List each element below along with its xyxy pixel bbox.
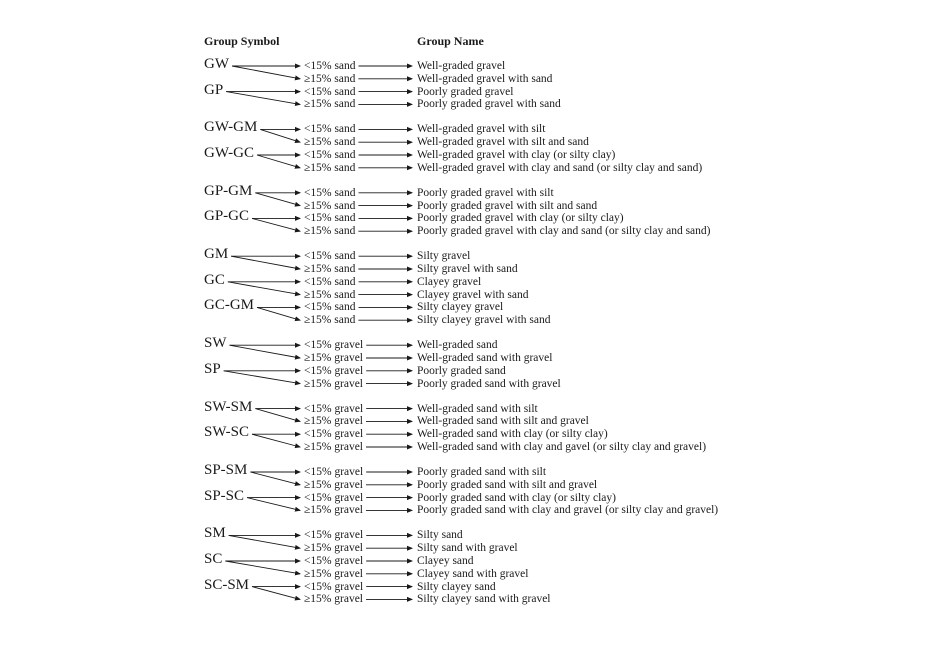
group-symbol: GC [204,271,225,288]
group-symbol: SC-SM [204,576,250,593]
condition-label: ≥15% sand [304,225,356,238]
group-name: Well-graded gravel with silt [417,123,546,136]
group-symbol: SM [204,525,226,542]
group-symbol: GP-GM [204,182,253,199]
condition-label: ≥15% gravel [304,504,363,517]
group-name: Well-graded gravel with clay (or silty clay) [417,149,616,161]
condition-label: <15% gravel [304,402,364,415]
symbol-to-condition-arrow [230,345,301,358]
group-name: Poorly graded sand with gravel [417,377,561,390]
group-symbol: GW-GC [204,145,254,161]
condition-label: <15% sand [304,123,356,136]
symbol-to-condition-arrow [257,155,300,168]
group-name: Clayey sand with gravel [417,567,529,580]
group-name: Well-graded sand [417,339,498,352]
condition-label: ≥15% gravel [304,415,363,428]
group-name: Poorly graded sand with clay and gravel (or silty clay and gravel) [417,504,719,517]
group-symbol: SP-SC [204,487,245,504]
condition-label: <15% sand [304,275,356,288]
symbol-to-condition-arrow [225,561,300,574]
symbol-to-condition-arrow [228,282,300,295]
group-name: Clayey sand [417,555,474,567]
group-symbol: GW-GM [204,119,258,136]
symbol-to-condition-arrow [260,129,300,142]
condition-label: <15% gravel [304,555,364,567]
condition-label: ≥15% sand [304,161,356,174]
condition-label: <15% sand [304,149,356,161]
condition-label: ≥15% sand [304,263,356,275]
symbol-to-condition-arrow [252,587,300,600]
condition-label: ≥15% sand [304,199,356,212]
condition-label: ≥15% gravel [304,478,363,491]
group-name: Well-graded sand with clay (or silty clay) [417,428,608,441]
condition-label: ≥15% gravel [304,567,363,580]
group-name: Well-graded sand with silt [417,402,538,415]
condition-label: ≥15% sand [304,314,356,327]
group-name: Poorly graded sand with silt and gravel [417,478,598,491]
symbol-to-condition-arrow [231,256,300,269]
condition-label: <15% gravel [304,491,364,504]
group-symbol: GP [204,81,224,98]
group-symbol: GC-GM [204,297,255,314]
group-symbol-header: Group Symbol [204,34,280,48]
symbol-to-condition-arrow [250,472,300,485]
condition-label: ≥15% gravel [304,441,363,453]
group-name: Well-graded gravel [417,60,506,72]
group-symbol: GP-GC [204,208,250,225]
condition-label: <15% sand [304,301,356,314]
group-name: Silty clayey sand with gravel [417,593,551,606]
group-name: Silty sand with gravel [417,542,518,555]
condition-label: <15% gravel [304,529,364,542]
group-name: Silty gravel with sand [417,263,518,275]
group-name: Poorly graded gravel with silt [417,186,554,199]
symbol-to-condition-arrow [232,66,300,79]
group-symbol: SW [204,335,227,352]
condition-label: <15% gravel [304,364,364,377]
symbol-to-condition-arrow [255,193,300,206]
group-name: Well-graded sand with silt and gravel [417,415,589,428]
group-symbol: SP [204,360,221,377]
group-name: Poorly graded gravel with clay (or silty clay) [417,212,624,225]
condition-label: <15% gravel [304,580,364,593]
group-name: Silty gravel [417,250,471,263]
group-name: Well-graded sand with clay and gavel (or silty clay and gravel) [417,441,707,453]
symbol-to-condition-arrow [252,434,300,447]
symbol-to-condition-arrow [229,535,300,548]
group-name: Poorly graded gravel [417,85,514,98]
group-name: Well-graded gravel with clay and sand (or silty clay and sand) [417,161,703,174]
condition-label: <15% sand [304,212,356,225]
group-symbol: SC [204,551,223,567]
group-name: Well-graded gravel with silt and sand [417,136,589,149]
group-symbol: SP-SM [204,462,248,478]
group-name: Poorly graded sand [417,364,506,377]
symbol-to-condition-arrow [255,409,300,422]
group-symbol: GM [204,246,229,263]
group-name: Silty clayey gravel [417,301,504,314]
group-name: Poorly graded gravel with silt and sand [417,199,598,212]
group-name: Poorly graded sand with silt [417,466,547,478]
condition-label: <15% sand [304,85,356,98]
condition-label: ≥15% gravel [304,377,363,390]
group-name-header: Group Name [417,34,484,48]
symbol-to-condition-arrow [224,371,300,384]
condition-label: ≥15% gravel [304,593,363,606]
condition-label: ≥15% sand [304,288,356,301]
condition-label: ≥15% sand [304,98,356,111]
group-name: Clayey gravel with sand [417,288,529,301]
condition-label: <15% sand [304,250,356,263]
group-symbol: GW [204,56,229,72]
condition-label: <15% gravel [304,428,364,441]
group-name: Poorly graded sand with clay (or silty clay) [417,491,616,504]
group-name: Poorly graded gravel with clay and sand (or silty clay and sand) [417,225,711,238]
group-name: Well-graded gravel with sand [417,72,553,85]
condition-label: ≥15% gravel [304,542,363,555]
group-symbol: SW-SM [204,398,253,415]
symbol-to-condition-arrow [247,498,300,511]
group-symbol: SW-SC [204,424,250,441]
symbol-to-condition-arrow [226,92,300,105]
group-name: Silty clayey sand [417,580,496,593]
condition-label: <15% sand [304,60,356,72]
condition-label: ≥15% sand [304,72,356,85]
condition-label: ≥15% sand [304,136,356,149]
condition-label: <15% gravel [304,339,364,352]
condition-label: ≥15% gravel [304,352,363,364]
symbol-to-condition-arrow [252,218,300,231]
condition-label: <15% gravel [304,466,364,478]
condition-label: <15% sand [304,186,356,199]
group-name: Clayey gravel [417,275,482,288]
group-name: Silty sand [417,529,463,542]
group-name: Poorly graded gravel with sand [417,98,561,111]
group-name: Silty clayey gravel with sand [417,314,551,327]
group-name: Well-graded sand with gravel [417,352,553,364]
symbol-to-condition-arrow [257,307,300,320]
